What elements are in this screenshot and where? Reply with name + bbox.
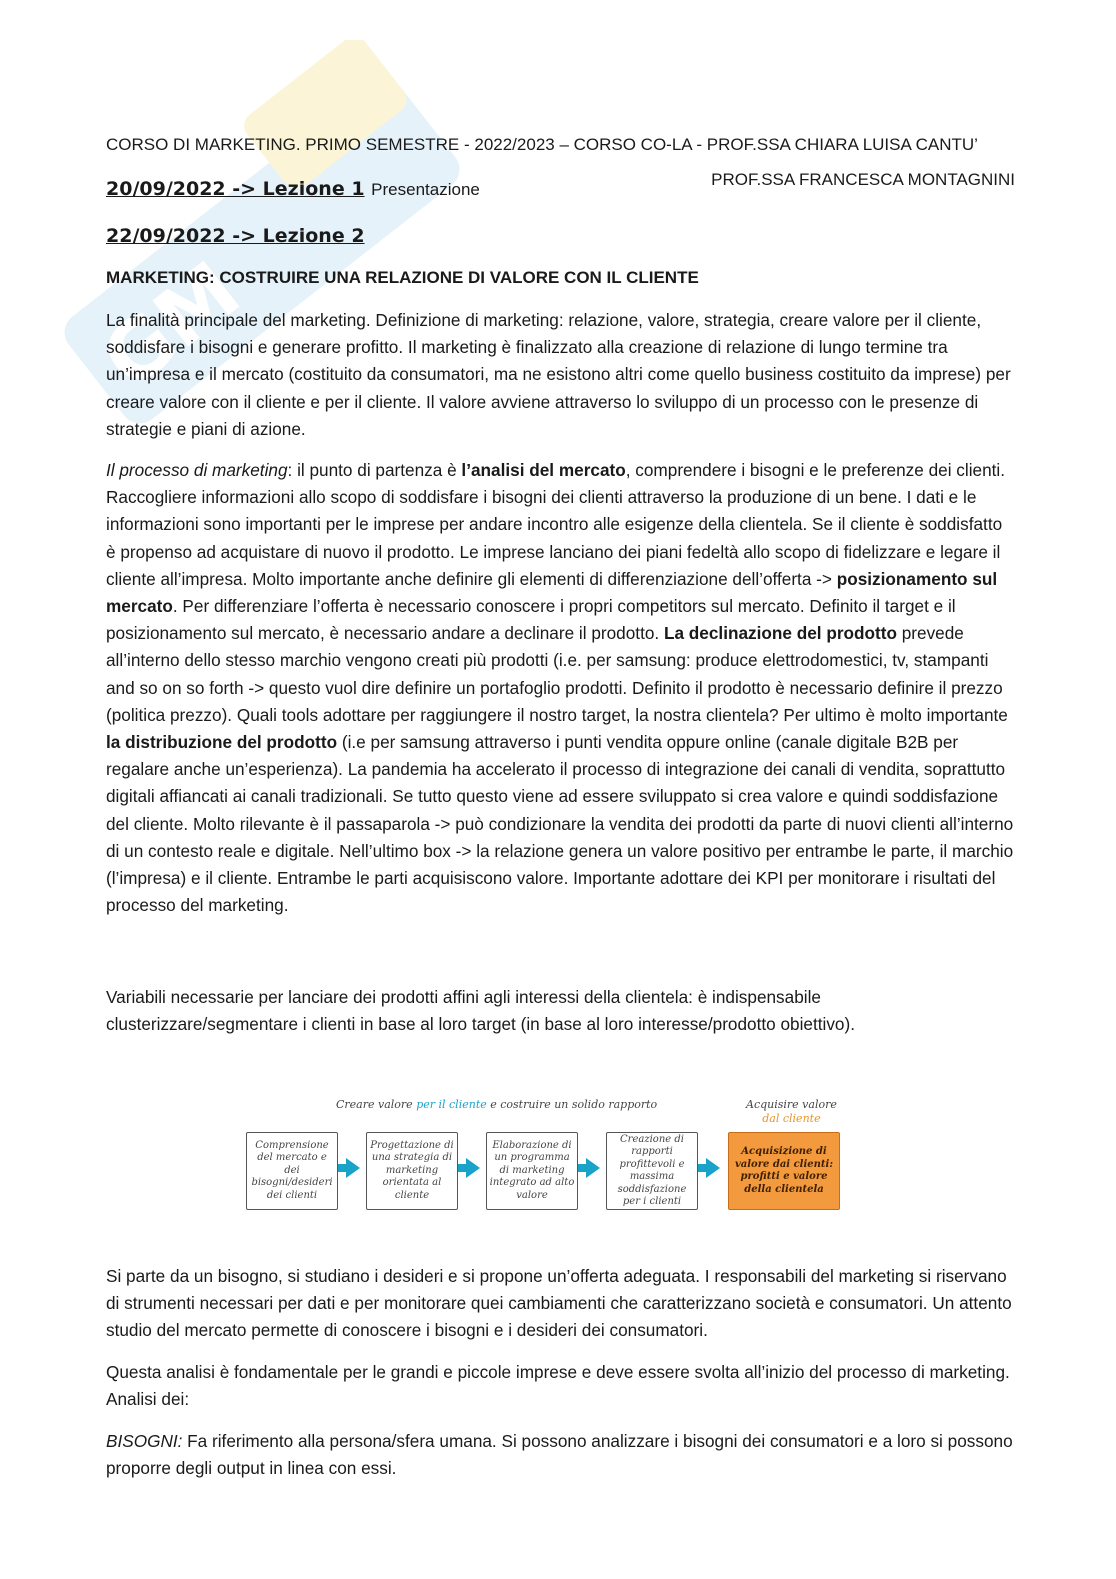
lesson-1-title: Presentazione [371, 180, 480, 199]
paragraph-variables: Variabili necessarie per lanciare dei prodotti affini agli interessi della clientela: è indispensabile clusterizzare/segmentare i clienti in base al loro target (in base al loro interesse/prodotto obiettivo). [106, 987, 855, 1035]
lesson-1-heading [106, 177, 480, 202]
arrow-icon [466, 1158, 480, 1178]
diagram-step-4: Creazione di rapporti profittevoli e massima soddisfazione per i clienti [606, 1132, 698, 1210]
diagram-step-2: Progettazione di una strategia di marketing orientata al cliente [366, 1132, 458, 1210]
distribution-term: la distribuzione del prodotto [106, 732, 338, 753]
paragraph-analysis: Questa analisi è fondamentale per le grandi e piccole imprese e deve essere svolta all’inizio del processo di marketing. Analisi dei: [106, 1362, 1010, 1410]
arrow-icon [586, 1158, 600, 1178]
lesson-2-heading [106, 224, 365, 248]
positioning-term: posizionamento sul mercato [106, 568, 998, 617]
course-professor: PROF.SSA FRANCESCA MONTAGNINI [711, 170, 1015, 189]
diagram-title-value: Acquisire valore dal cliente [746, 1098, 837, 1125]
section-title: MARKETING: COSTRUIRE UNA RELAZIONE DI VALORE CON IL CLIENTE [106, 268, 699, 287]
arrow-icon [346, 1158, 360, 1178]
paragraph-process: Il processo di marketing: il punto di partenza è l’analisi del mercato, comprendere i bisogni e le preferenze dei clienti. Raccogliere informazioni allo scopo di soddisfare i bisogni dei clienti attraverso la produzione di un bene. I dati e le informazioni sono importanti per le imprese per andare incontro alle esigenze della clientela. Se il cliente è soddisfatto è propenso ad acquistare di nuovo il prodotto. Le imprese lanciano dei piani fedeltà allo scopo di fidelizzare e legare il cliente all’impresa. Molto importante anche definire gli elementi di differenziazione dell’offerta -> posizionamento sul mercato. Per differenziare l’offerta è necessario conoscere i propri competitors sul mercato. Definito il target e il posizionamento sul mercato, è necessario andare a declinare il prodotto. La declinazione del prodotto prevede all’interno dello stesso marchio vengono creati più prodotti (i.e. per samsung: produce elettrodomestici, tv, stampanti and so on so forth -> questo vuol dire definire un portafoglio prodotti. Definito il prodotto è necessario definire il prezzo (politica prezzo). Quali tools adottare per raggiungere il nostro target, la nostra clientela? Per ultimo è molto importante la distribuzione del prodotto (i.e per samsung attraverso i punti vendita oppure online (canale digitale B2B per regalare anche un’esperienza). La pandemia ha accelerato il processo di integrazione dei canali di vendita, soprattutto digitali affiancati ai canali tradizionali. Se tutto questo viene ad essere sviluppato si crea valore e quindi soddisfazione del cliente. Molto rilevante è il passaparola -> può condizionare la vendita dei prodotti da parte di nuovi clienti all’interno di un contesto reale e digitale. Nell’ultimo box -> la relazione genera un valore positivo per entrambe le parte, il marchio (l’impresa) e il cliente. Entrambe le parti acquisiscono valore. Importante adottare dei KPI per monitorare i risultati del processo del marketing. [106, 460, 1014, 916]
lesson-1-date: 20/09/2022 -> Lezione 1 [106, 178, 365, 200]
arrow-icon [706, 1158, 720, 1178]
marketing-process-diagram [236, 1094, 856, 1224]
diagram-step-1: Comprensione del mercato e dei bisogni/desideri dei clienti [246, 1132, 338, 1210]
market-analysis-term: l’analisi del mercato [461, 460, 626, 480]
paragraph-bisogni: BISOGNI: Fa riferimento alla persona/sfera umana. Si possono analizzare i bisogni dei consumatori e a loro si possono proporre degli output in linea con essi. [106, 1431, 1013, 1479]
diagram-title: Creare valore per il cliente e costruire un solido rapporto [336, 1098, 658, 1111]
svg-text:GM: GM [85, 243, 257, 407]
paragraph-intro [106, 307, 1016, 443]
diagram-step-3: Elaborazione di un programma di marketing integrato ad alto valore [486, 1132, 578, 1210]
paragraph-needs: Si parte da un bisogno, si studiano i desideri e si propone un’offerta adeguata. I responsabili del marketing si riservano di strumenti necessari per dati e per monitorare quei cambiamenti che caratterizzano società e consumatori. Un attento studio del mercato permette di conoscere i bisogni e i desideri dei consumatori. [106, 1266, 1012, 1341]
process-term: Il processo di marketing [106, 460, 288, 480]
course-header: CORSO DI MARKETING. PRIMO SEMESTRE - 2022/2023 – CORSO CO-LA - PROF.SSA CHIARA LUISA CANTU’ [106, 135, 978, 154]
bisogni-term: BISOGNI: [106, 1431, 183, 1451]
diagram-step-5: Acquisizione di valore dai clienti: profitti e valore della clientela [728, 1132, 840, 1210]
paragraph-1-text: La finalità principale del marketing. Definizione di marketing: relazione, valore, strategia, creare valore per il cliente, soddisfare i bisogni e generare profitto. Il marketing è finalizzato alla creazione di relazione di lungo termine tra un’impresa e il mercato (costituito da consumatori, ma ne esistono altri come quello business costituito da imprese) per creare valore con il cliente e per il cliente. Il valore avviene attraverso lo sviluppo di un processo con le presenze di strategie e piani di azione. [106, 310, 1011, 439]
product-declination-term: La declinazione del prodotto [663, 623, 897, 644]
lesson-2-date: 22/09/2022 -> Lezione 2 [106, 225, 365, 247]
